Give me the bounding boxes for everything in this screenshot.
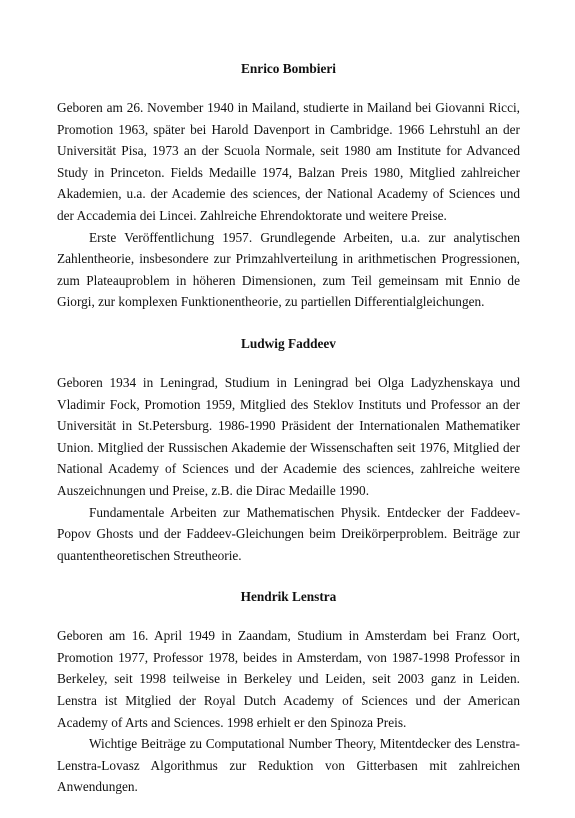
paragraph: Geboren am 16. April 1949 in Zaandam, Studium in Amsterdam bei Franz Oort, Promotion 1977, Professor 1978, beides in Amsterdam, von 1987-1998 Professor in Berkeley, seit 1998 teilweise in Berkeley und Leiden, seit 2003 ganz in Leiden. Lenstra ist Mitglied der Royal Dutch Academy of Sciences und der American Academy of Arts and Sciences. 1998 erhielt er den Spinoza Preis.	[57, 628, 520, 730]
document-page	[57, 58, 520, 818]
biography-bombieri	[57, 58, 520, 313]
biography-lenstra	[57, 586, 520, 798]
paragraph: Geboren 1934 in Leningrad, Studium in Leningrad bei Olga Ladyzhenskaya und Vladimir Fock, Promotion 1959, Mitglied des Steklov Instituts und Professor an der Universität in St.Petersburg. 1986-1990 Präsident der Internationalen Mathematiker Union. Mitglied der Russischen Akademie der Wissenschaften seit 1976, Mitglied der National Academy of Sciences und der Academie des sciences, zahlreiche weitere Auszeichnungen und Preise, z.B. die Dirac Medaille 1990.	[57, 374, 520, 498]
paragraph: Wichtige Beiträge zu Computational Number Theory, Mitentdecker des Lenstra-Lenstra-Lovasz Algorithmus zur Reduktion von Gitterbasen mit zahlreichen Anwendungen.	[57, 736, 520, 795]
section-title: Hendrik Lenstra	[240, 589, 337, 605]
paragraph: Fundamentale Arbeiten zur Mathematischen Physik. Entdecker der Faddeev-Popov Ghosts und der Faddeev-Gleichungen beim Dreikörperproblem. Beiträge zur quantentheoretischen Streutheorie.	[57, 504, 520, 563]
section-title: Enrico Bombieri	[241, 61, 336, 76]
biography-faddeev	[57, 333, 520, 566]
paragraph: Geboren am 26. November 1940 in Mailand, studierte in Mailand bei Giovanni Ricci, Promotion 1963, später bei Harold Davenport in Cambridge. 1966 Lehrstuhl an der Universität Pisa, 1973 an der Scuola Normale, seit 1980 am Institute for Advanced Study in Princeton. Fields Medaille 1974, Balzan Preis 1980, Mitglied zahlreicher Akademien, u.a. der Academie des sciences, der National Academy of Sciences und der Accademia dei Lincei. Zahlreiche Ehrendoktorate und weitere Preise.	[57, 100, 520, 223]
section-title: Ludwig Faddeev	[241, 335, 336, 351]
paragraph: Erste Veröffentlichung 1957. Grundlegende Arbeiten, u.a. zur analytischen Zahlentheorie, insbesondere zur Primzahlverteilung in arithmetischen Progressionen, zum Plateauproblem in höheren Dimensionen, zum Teil gemeinsam mit Ennio de Giorgi, zur komplexen Funktionentheorie, zu partiellen Differentialgleichungen.	[57, 229, 520, 310]
